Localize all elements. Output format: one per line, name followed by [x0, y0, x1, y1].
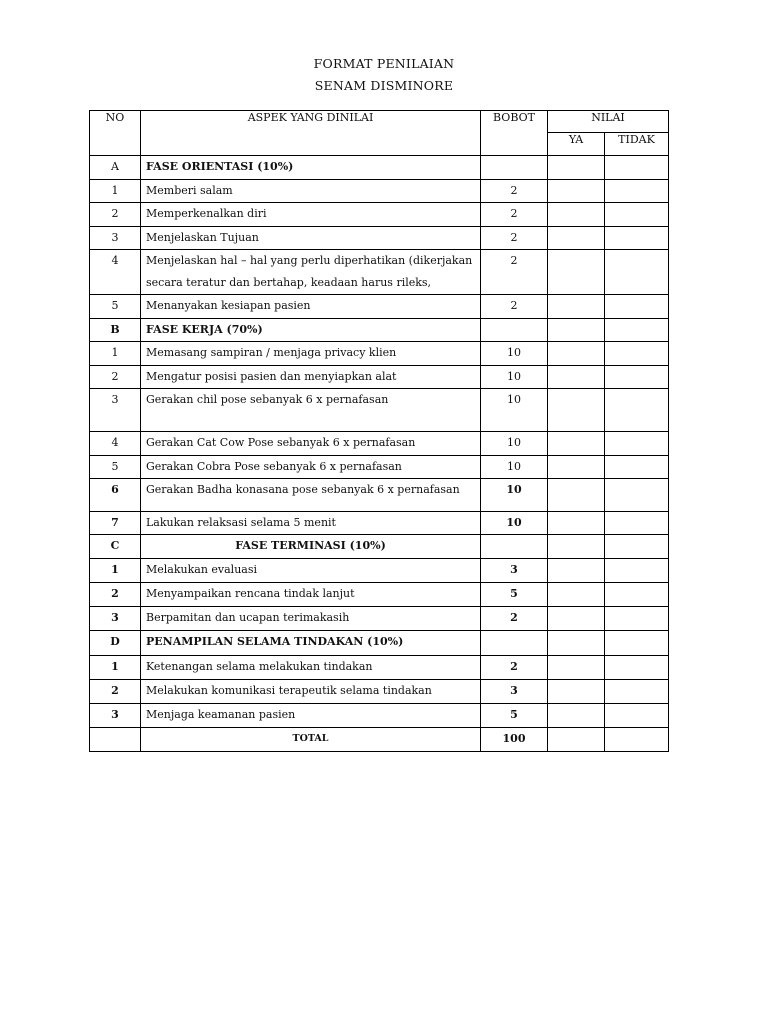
item-aspek: Melakukan komunikasi terapeutik selama tindakan: [141, 680, 481, 704]
item-tidak: [605, 227, 669, 250]
item-tidak: [605, 389, 669, 432]
item-aspek: Menjaga keamanan pasien: [141, 704, 481, 728]
item-ya: [548, 456, 605, 479]
section-code: B: [90, 319, 141, 342]
item-no: 3: [90, 227, 141, 250]
item-tidak: [605, 456, 669, 479]
item-tidak: [605, 680, 669, 704]
item-no: 4: [90, 432, 141, 456]
item-no: 1: [90, 559, 141, 583]
item-aspek: Gerakan Cobra Pose sebanyak 6 x pernafasan: [141, 456, 481, 479]
section-code: C: [90, 535, 141, 559]
item-bobot: 2: [481, 250, 548, 295]
section-title: FASE KERJA (70%): [141, 319, 481, 342]
item-bobot: 5: [481, 583, 548, 607]
item-no: 6: [90, 479, 141, 512]
item-tidak: [605, 180, 669, 203]
item-no: 1: [90, 342, 141, 366]
item-ya: [548, 559, 605, 583]
item-bobot: 10: [481, 389, 548, 432]
item-tidak: [605, 607, 669, 631]
item-bobot: 3: [481, 559, 548, 583]
table-row: [90, 366, 669, 389]
table-row: [90, 203, 669, 227]
item-ya: [548, 227, 605, 250]
table-row: [90, 583, 669, 607]
item-bobot: 10: [481, 479, 548, 512]
table-row: [90, 432, 669, 456]
item-no: 1: [90, 180, 141, 203]
header-tidak: TIDAK: [605, 133, 669, 156]
item-bobot: 2: [481, 203, 548, 227]
item-ya: [548, 295, 605, 319]
assessment-table: [89, 110, 669, 752]
item-ya: [548, 583, 605, 607]
header-nilai: NILAI: [548, 111, 669, 133]
table-row: [90, 227, 669, 250]
item-bobot: 2: [481, 227, 548, 250]
item-bobot: 3: [481, 680, 548, 704]
item-tidak: [605, 342, 669, 366]
item-bobot: 2: [481, 295, 548, 319]
item-no: 3: [90, 704, 141, 728]
item-bobot: 10: [481, 342, 548, 366]
item-aspek: Gerakan Badha konasana pose sebanyak 6 x pernafasan: [141, 479, 481, 512]
table-row: [90, 295, 669, 319]
total-value: 100: [481, 728, 548, 752]
item-tidak: [605, 656, 669, 680]
item-no: 5: [90, 295, 141, 319]
item-aspek: Melakukan evaluasi: [141, 559, 481, 583]
table-row: [90, 389, 669, 432]
item-tidak: [605, 203, 669, 227]
item-ya: [548, 203, 605, 227]
item-tidak: [605, 366, 669, 389]
item-bobot: 2: [481, 607, 548, 631]
table-row: [90, 607, 669, 631]
item-tidak: [605, 295, 669, 319]
document-subtitle: SENAM DISMINORE: [314, 78, 454, 93]
section-row: [90, 156, 669, 180]
item-ya: [548, 366, 605, 389]
item-no: 1: [90, 656, 141, 680]
table-row: [90, 512, 669, 535]
table-row: [90, 680, 669, 704]
item-tidak: [605, 704, 669, 728]
item-no: 2: [90, 680, 141, 704]
header-bobot: BOBOT: [481, 111, 548, 156]
table-row: [90, 456, 669, 479]
item-tidak: [605, 559, 669, 583]
table-row: [90, 180, 669, 203]
item-ya: [548, 479, 605, 512]
item-aspek: Menanyakan kesiapan pasien: [141, 295, 481, 319]
item-ya: [548, 389, 605, 432]
item-ya: [548, 680, 605, 704]
item-aspek: Lakukan relaksasi selama 5 menit: [141, 512, 481, 535]
table-row: [90, 704, 669, 728]
total-label: TOTAL: [141, 728, 481, 752]
section-row: [90, 535, 669, 559]
item-tidak: [605, 512, 669, 535]
item-tidak: [605, 432, 669, 456]
item-aspek: Ketenangan selama melakukan tindakan: [141, 656, 481, 680]
table-row: [90, 479, 669, 512]
item-aspek: Memberi salam: [141, 180, 481, 203]
section-row: [90, 319, 669, 342]
document-title: FORMAT PENILAIAN: [313, 56, 455, 71]
section-code: A: [90, 156, 141, 180]
item-ya: [548, 250, 605, 295]
item-tidak: [605, 583, 669, 607]
total-row: [90, 728, 669, 752]
item-aspek: Mengatur posisi pasien dan menyiapkan alat: [141, 366, 481, 389]
item-no: 2: [90, 203, 141, 227]
item-bobot: 2: [481, 656, 548, 680]
item-tidak: [605, 479, 669, 512]
header-no: NO: [90, 111, 141, 156]
header-aspek: ASPEK YANG DINILAI: [141, 111, 481, 156]
item-bobot: 10: [481, 456, 548, 479]
item-no: 5: [90, 456, 141, 479]
item-ya: [548, 704, 605, 728]
item-tidak: [605, 250, 669, 295]
header-ya: YA: [548, 133, 605, 156]
table-row: [90, 656, 669, 680]
item-bobot: 2: [481, 180, 548, 203]
item-aspek: Berpamitan dan ucapan terimakasih: [141, 607, 481, 631]
item-ya: [548, 512, 605, 535]
item-ya: [548, 656, 605, 680]
item-ya: [548, 180, 605, 203]
section-title: PENAMPILAN SELAMA TINDAKAN (10%): [141, 631, 481, 656]
item-no: 7: [90, 512, 141, 535]
item-bobot: 10: [481, 432, 548, 456]
table-row: [90, 250, 669, 295]
item-aspek: Menjelaskan Tujuan: [141, 227, 481, 250]
item-no: 3: [90, 607, 141, 631]
table-row: [90, 342, 669, 366]
item-aspek: Gerakan Cat Cow Pose sebanyak 6 x pernafasan: [141, 432, 481, 456]
section-row: [90, 631, 669, 656]
section-title: FASE TERMINASI (10%): [141, 535, 481, 559]
item-aspek: Gerakan chil pose sebanyak 6 x pernafasan: [141, 389, 481, 432]
item-no: 3: [90, 389, 141, 432]
item-aspek: Memasang sampiran / menjaga privacy klien: [141, 342, 481, 366]
item-no: 4: [90, 250, 141, 295]
item-aspek: Memperkenalkan diri: [141, 203, 481, 227]
item-aspek: Menyampaikan rencana tindak lanjut: [141, 583, 481, 607]
item-aspek: Menjelaskan hal – hal yang perlu diperhatikan (dikerjakan secara teratur dan bertahap, keadaan harus rileks,: [141, 250, 481, 295]
item-bobot: 10: [481, 366, 548, 389]
table-row: [90, 559, 669, 583]
section-code: D: [90, 631, 141, 656]
item-no: 2: [90, 583, 141, 607]
item-bobot: 5: [481, 704, 548, 728]
item-no: 2: [90, 366, 141, 389]
item-ya: [548, 342, 605, 366]
item-bobot: 10: [481, 512, 548, 535]
item-ya: [548, 432, 605, 456]
item-ya: [548, 607, 605, 631]
section-title: FASE ORIENTASI (10%): [141, 156, 481, 180]
